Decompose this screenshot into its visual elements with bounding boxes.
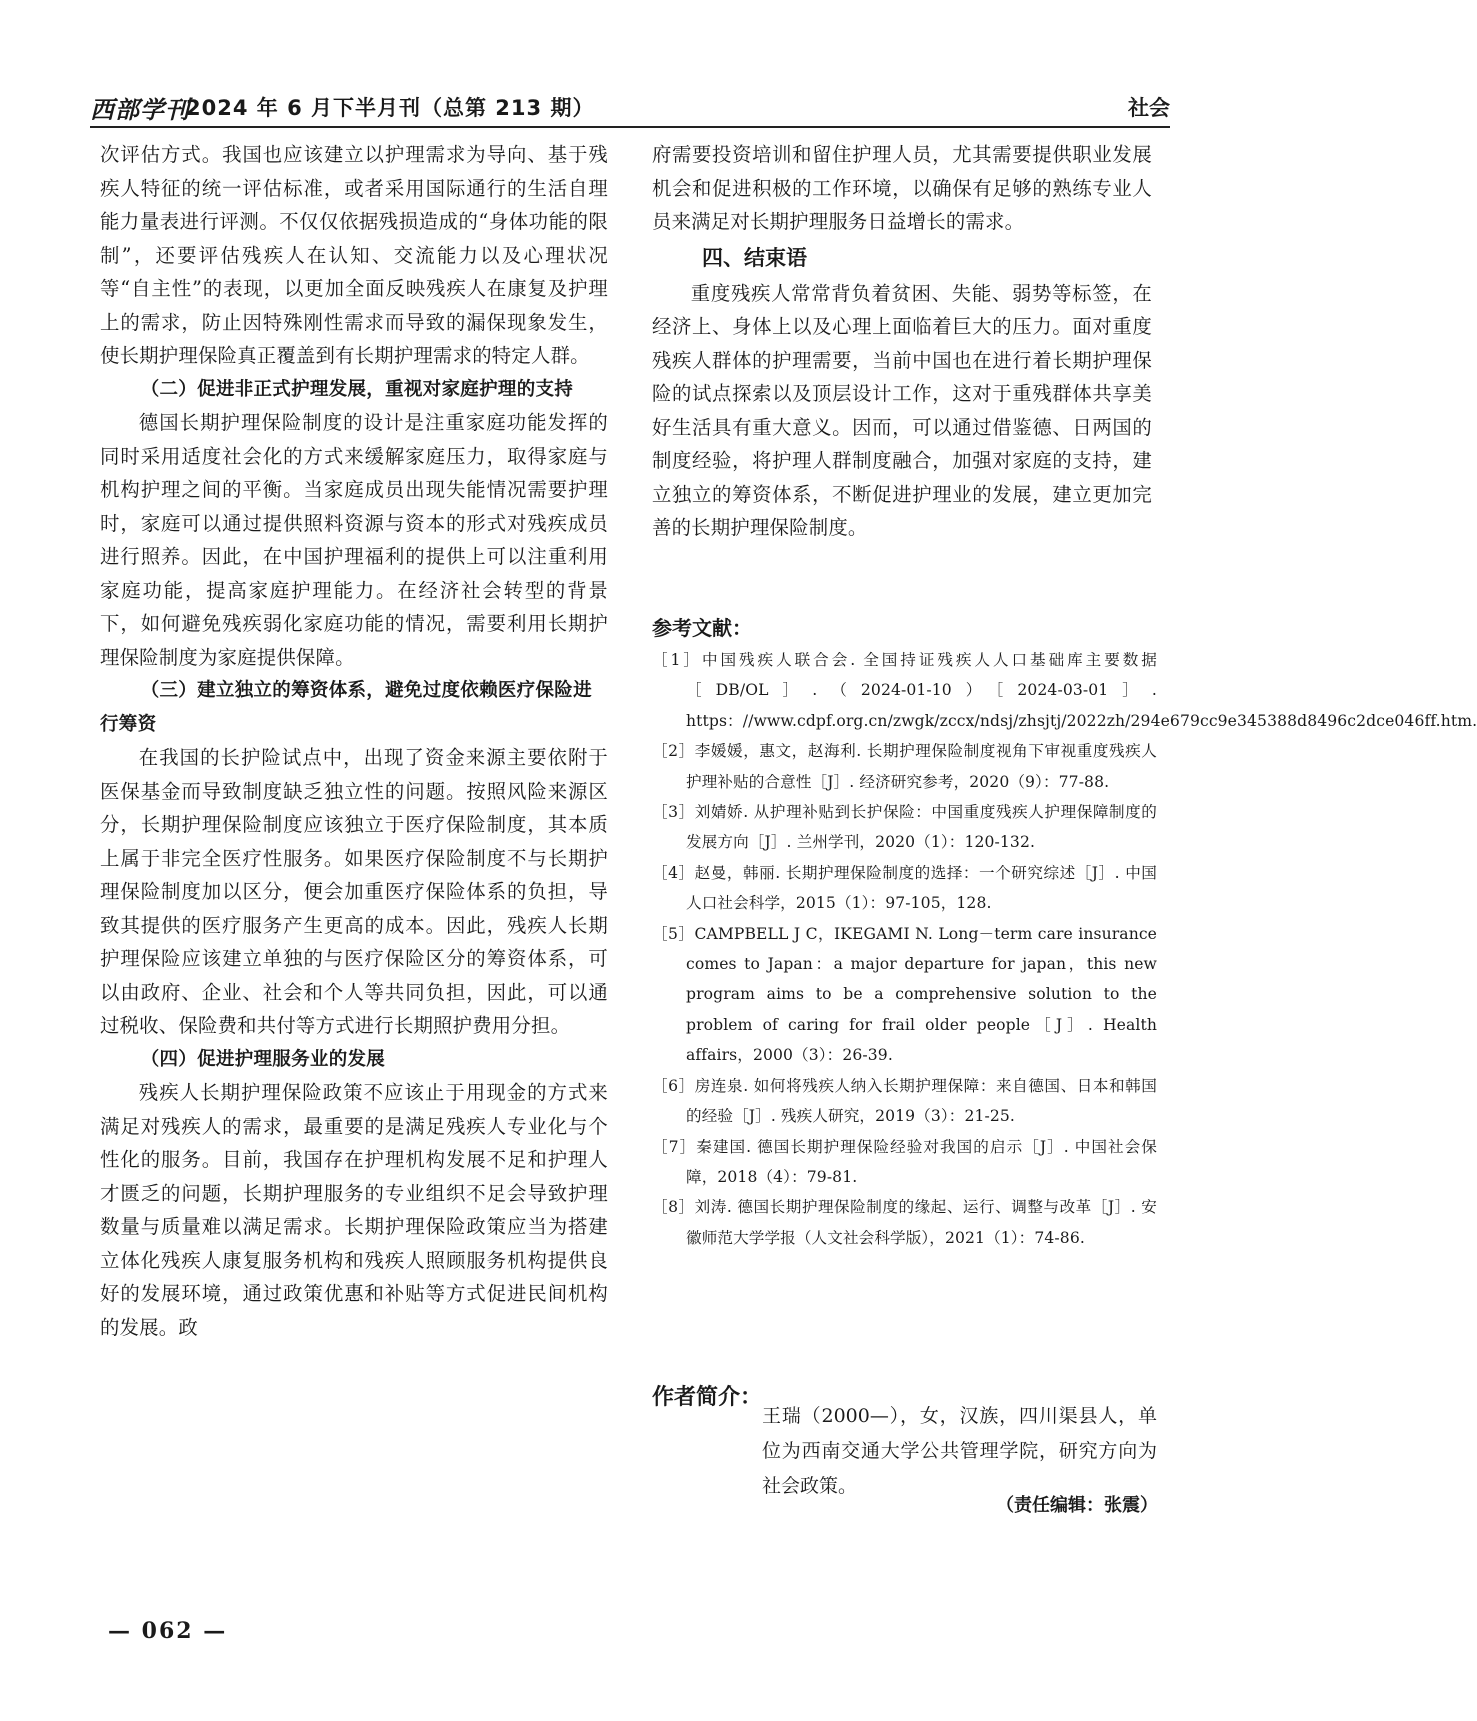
left-column: [100, 138, 608, 1344]
reference-item: ［8］刘涛. 德国长期护理保险制度的缘起、运行、调整与改革［J］. 安徽师范大学学报（人文社会科学版），2021（1）：74-86.: [652, 1198, 1157, 1247]
paragraph: 重度残疾人常常背负着贫困、失能、弱势等标签，在经济上、身体上以及心理上面临着巨大的压力。面对重度残疾人群体的护理需要，当前中国也在进行着长期护理保险的试点探索以及顶层设计工作，这对于重残群体共享美好生活具有重大意义。因而，可以通过借鉴德、日两国的制度经验，将护理人群制度融合，加强对家庭的支持，建立独立的筹资体系，不断促进护理业的发展，建立更加完善的长期护理保险制度。: [652, 281, 1152, 539]
reference-item: ［1］中国残疾人联合会. 全国持证残疾人人口基础库主要数据［DB/OL］.（2024-01-10）［2024-03-01］. https：//www.cdpf.org.cn/zwgk/zccx/ndsj/zhsjtj/2022zh/294e679cc9e345388d8496c2dce046ff.htm.: [652, 651, 1477, 730]
reference-item: ［6］房连泉. 如何将残疾人纳入长期护理保障：来自德国、日本和韩国的经验［J］. 残疾人研究，2019（3）：21-25.: [652, 1076, 1157, 1126]
paragraph: 次评估方式。我国也应该建立以护理需求为导向、基于残疾人特征的统一评估标准，或者采用国际通行的生活自理能力量表进行评测。不仅仅依据残损造成的“身体功能的限制”，还要评估残疾人在认知、交流能力以及心理状况等“自主性”的表现，以更加全面反映残疾人在康复及护理上的需求，防止因特殊刚性需求而导致的漏保现象发生，使长期护理保险真正覆盖到有长期护理需求的特定人群。: [100, 143, 608, 367]
issue-info: 2024 年 6 月下半月刊（总第 213 期）: [186, 96, 595, 120]
section-heading: 四、结束语: [702, 245, 807, 270]
subsection-heading: （四）促进护理服务业的发展: [140, 1048, 386, 1070]
subsection-heading: （二）促进非正式护理发展，重视对家庭护理的支持: [140, 378, 574, 400]
responsible-editor: （责任编辑：张震）: [996, 1495, 1158, 1516]
references-title: 参考文献：: [652, 616, 752, 640]
author-text: 王瑞（2000—），女，汉族，四川渠县人，单位为西南交通大学公共管理学院，研究方向为社会政策。: [762, 1405, 1157, 1497]
journal-logo: 西部学刊: [90, 95, 190, 124]
reference-item: ［5］CAMPBELL J C，IKEGAMI N. Long－term care insurance comes to Japan：a major departure for japan，this new program aims to be a comprehensive solution to the problem of caring for frail older people［J］. Health affairs，2000（3）：26-39.: [652, 924, 1157, 1065]
reference-list: [652, 645, 1477, 1253]
paragraph: 德国长期护理保险制度的设计是注重家庭功能发挥的同时采用适度社会化的方式来缓解家庭压力，取得家庭与机构护理之间的平衡。当家庭成员出现失能情况需要护理时，家庭可以通过提供照料资源与资本的形式对残疾成员进行照养。因此，在中国护理福利的提供上可以注重利用家庭功能，提高家庭护理能力。在经济社会转型的背景下，如何避免残疾弱化家庭功能的情况，需要利用长期护理保险制度为家庭提供保障。: [100, 411, 608, 669]
reference-item: ［4］赵曼，韩丽. 长期护理保险制度的选择：一个研究综述［J］. 中国人口社会科学，2015（1）：97-105，128.: [652, 863, 1157, 913]
section-label: 社会: [1128, 96, 1170, 120]
paragraph: 府需要投资培训和留住护理人员，尤其需要提供职业发展机会和促进积极的工作环境，以确保有足够的熟练专业人员来满足对长期护理服务日益增长的需求。: [652, 143, 1152, 233]
page-header: [90, 86, 1170, 128]
paragraph: 残疾人长期护理保险政策不应该止于用现金的方式来满足对残疾人的需求，最重要的是满足残疾人专业化与个性化的服务。目前，我国存在护理机构发展不足和护理人才匮乏的问题，长期护理服务的专业组织不足会导致护理数量与质量难以满足需求。长期护理保险政策应当为搭建立体化残疾人康复服务机构和残疾人照顾服务机构提供良好的发展环境，通过政策优惠和补贴等方式促进民间机构的发展。政: [100, 1081, 608, 1339]
subsection-heading: （三）建立独立的筹资体系，避免过度依赖医疗保险进行筹资: [100, 680, 592, 735]
page-number: — 062 —: [108, 1618, 228, 1644]
author-label: 作者简介：: [652, 1385, 763, 1410]
reference-item: ［3］刘婧娇. 从护理补贴到长护保险：中国重度残疾人护理保障制度的发展方向［J］. 兰州学刊，2020（1）：120-132.: [652, 803, 1157, 852]
paragraph: 在我国的长护险试点中，出现了资金来源主要依附于医保基金而导致制度缺乏独立性的问题。按照风险来源区分，长期护理保险制度应该独立于医疗保险制度，其本质上属于非完全医疗性服务。如果医疗保险制度不与长期护理保险制度加以区分，便会加重医疗保险体系的负担，导致其提供的医疗服务产生更高的成本。因此，残疾人长期护理保险应该建立单独的与医疗保险区分的筹资体系，可以由政府、企业、社会和个人等共同负担，因此，可以通过税收、保险费和共付等方式进行长期照护费用分担。: [100, 746, 608, 1037]
reference-item: ［7］秦建国. 德国长期护理保险经验对我国的启示［J］. 中国社会保障，2018（4）：79-81.: [652, 1137, 1157, 1186]
reference-item: ［2］李媛媛，惠文，赵海利. 长期护理保险制度视角下审视重度残疾人护理补贴的合意性［J］. 经济研究参考，2020（9）：77-88.: [652, 742, 1157, 791]
right-column: [652, 138, 1152, 545]
